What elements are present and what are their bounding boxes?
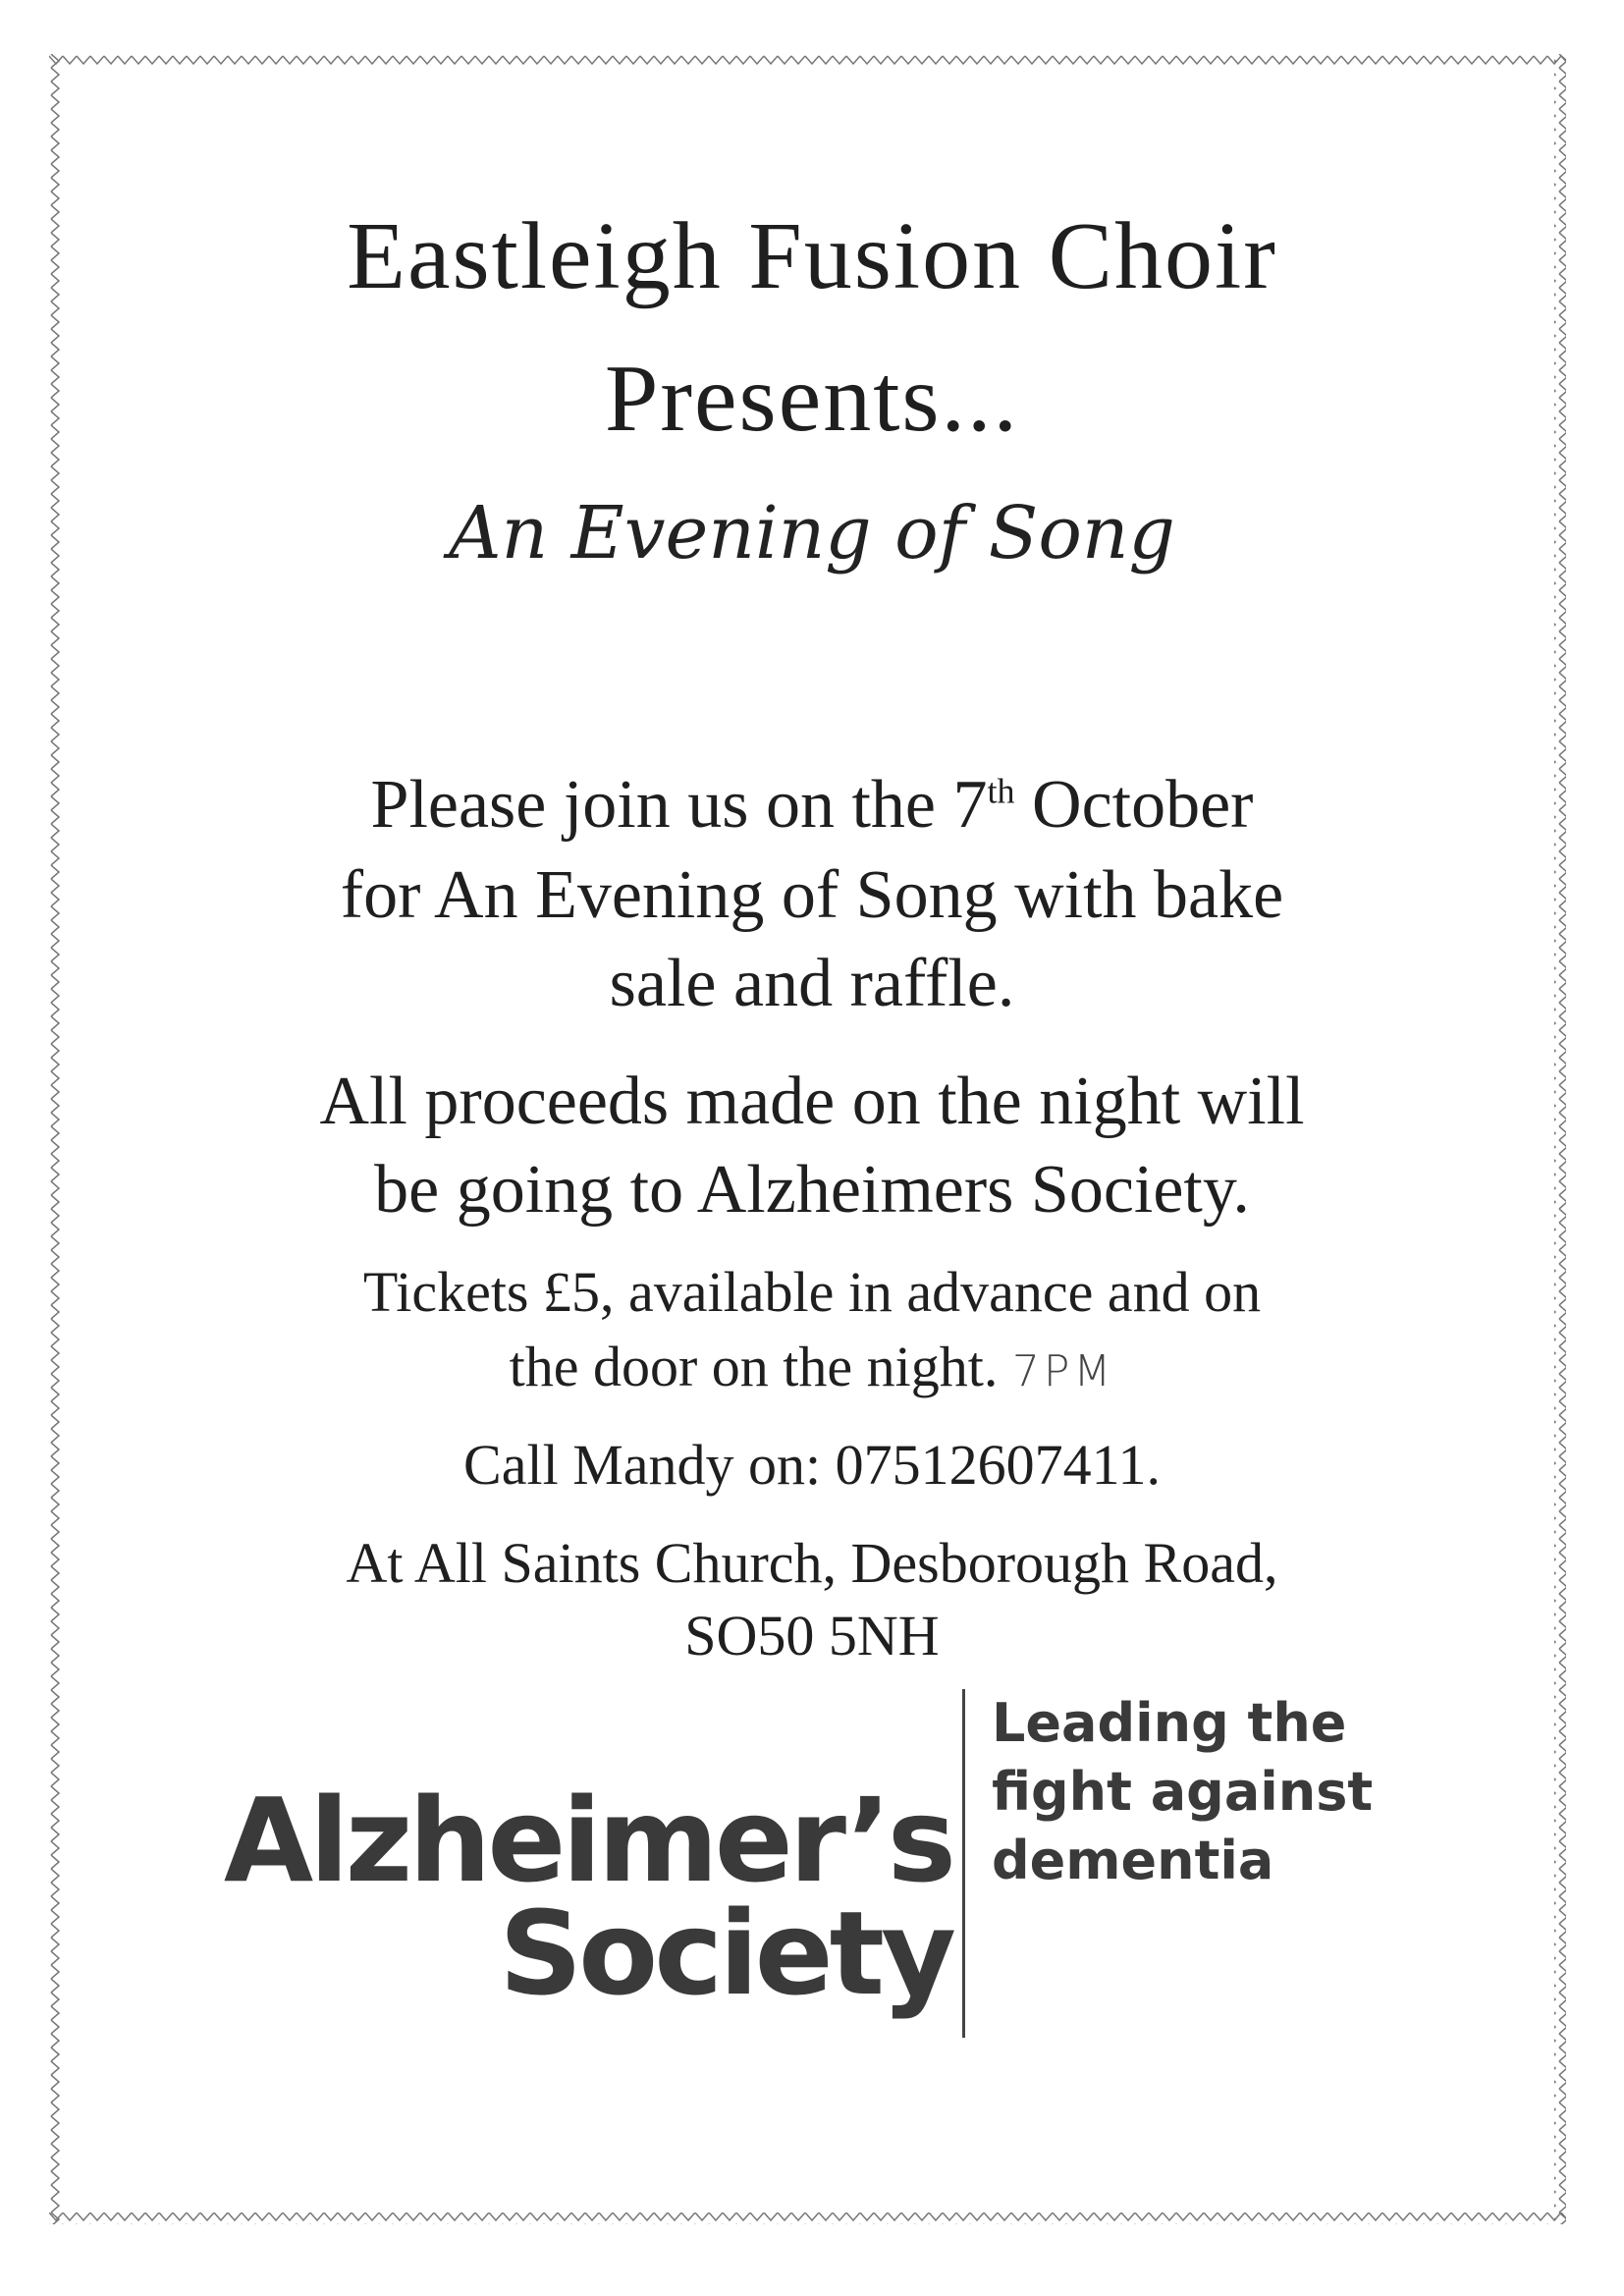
- alzheimers-society-logo: [223, 1689, 1375, 2043]
- tickets-line-2: [0, 1334, 1624, 1399]
- handwritten-time: 7PM: [1011, 1346, 1115, 1396]
- logo-name-line-1: Alzheimer’s: [223, 1773, 952, 1908]
- event-subtitle: An Evening of Song: [449, 491, 1175, 575]
- invite-line-1: [0, 766, 1624, 845]
- venue-line-2: SO50 5NH: [684, 1604, 940, 1667]
- invite-text-post: October: [1014, 767, 1254, 843]
- venue-line-1: At All Saints Church, Desborough Road,: [346, 1531, 1278, 1595]
- tickets-text-2: the door on the night.: [509, 1335, 999, 1398]
- logo-name-line-2: Society: [499, 1886, 952, 2021]
- tickets-line-1: Tickets £5, available in advance and on: [362, 1260, 1262, 1324]
- invite-text-pre: Please join us on the 7: [370, 767, 988, 843]
- tagline-line-2: fight against: [992, 1761, 1374, 1823]
- logo-tagline: [992, 1689, 1373, 1895]
- logo-divider: [962, 1689, 965, 2038]
- title-line-2: Presents...: [604, 346, 1020, 452]
- invite-line-2: for An Evening of Song with bake: [340, 857, 1284, 933]
- invite-line-3: sale and raffle.: [609, 946, 1015, 1021]
- proceeds-line-1: All proceeds made on the night will: [319, 1064, 1305, 1139]
- ordinal-suffix: th: [987, 771, 1015, 811]
- proceeds-line-2: be going to Alzheimers Society.: [374, 1152, 1250, 1228]
- contact-line: Call Mandy on: 07512607411.: [463, 1433, 1161, 1497]
- title-line-1: Eastleigh Fusion Choir: [347, 203, 1277, 309]
- tagline-line-3: dementia: [992, 1830, 1274, 1891]
- tagline-line-1: Leading the: [992, 1692, 1347, 1754]
